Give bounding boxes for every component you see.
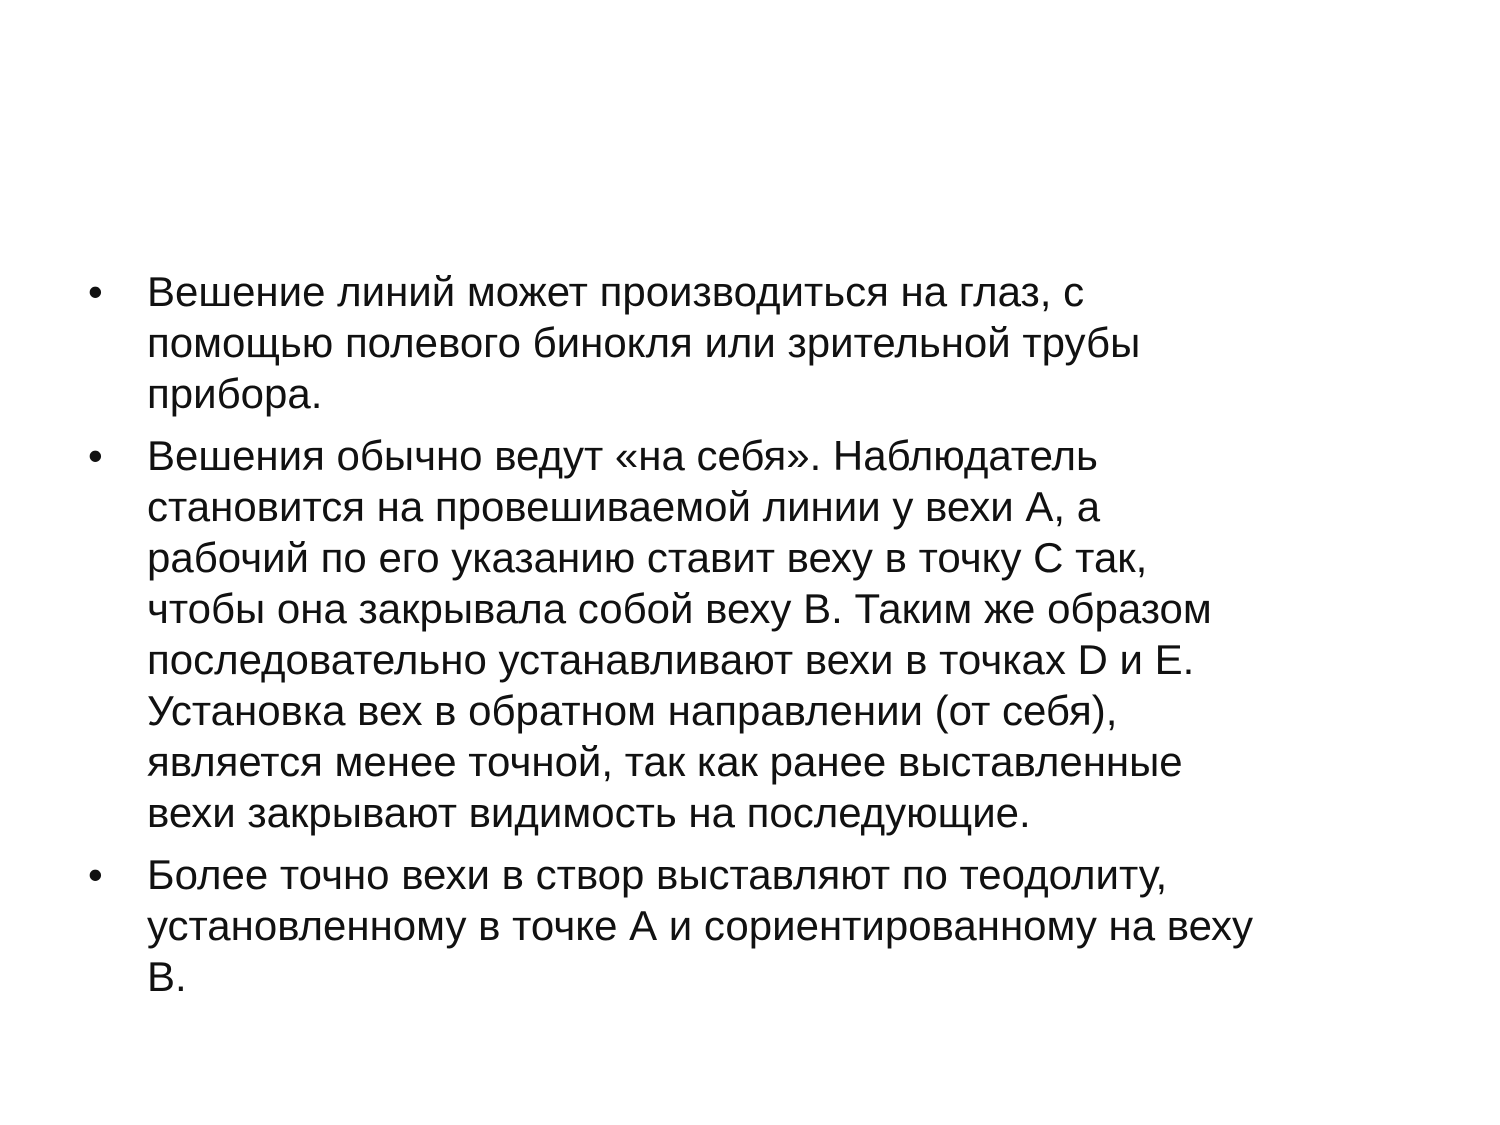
- bullet-3-line-1: Более точно вехи в створ выставляют по теодолиту,: [147, 851, 1168, 898]
- bullet-2-line-4: чтобы она закрывала собой веху В. Таким же образом: [147, 585, 1212, 632]
- bullet-item-3: [88, 849, 1428, 1002]
- bullet-2-line-5: последовательно устанавливают вехи в точках D и Е.: [147, 636, 1195, 683]
- bullet-1-line-2: помощью полевого бинокля или зрительной трубы: [147, 319, 1141, 366]
- bullet-3-line-2: установленному в точке А и сориентированному на веху: [147, 902, 1254, 949]
- bullet-icon: •: [88, 268, 103, 315]
- bullet-2-line-7: является менее точной, так как ранее выставленные: [147, 738, 1183, 785]
- bullet-1-line-1: Вешение линий может производиться на глаз, с: [147, 268, 1085, 315]
- bullet-2-line-2: становится на провешиваемой линии у вехи А, а: [147, 483, 1101, 530]
- bullet-1-line-3: прибора.: [147, 370, 323, 417]
- bullet-2-line-1: Вешения обычно ведут «на себя». Наблюдатель: [147, 432, 1098, 479]
- slide-content: [88, 266, 1428, 1013]
- bullet-2-line-6: Установка вех в обратном направлении (от себя),: [147, 687, 1118, 734]
- bullet-list: [88, 266, 1428, 1002]
- bullet-item-1: [88, 266, 1428, 419]
- bullet-2-line-3: рабочий по его указанию ставит веху в точку С так,: [147, 534, 1148, 581]
- bullet-icon: •: [88, 851, 103, 898]
- bullet-3-line-3: В.: [147, 953, 187, 1000]
- bullet-2-line-8: вехи закрывают видимость на последующие.: [147, 789, 1031, 836]
- bullet-item-2: [88, 430, 1428, 838]
- bullet-icon: •: [88, 432, 103, 479]
